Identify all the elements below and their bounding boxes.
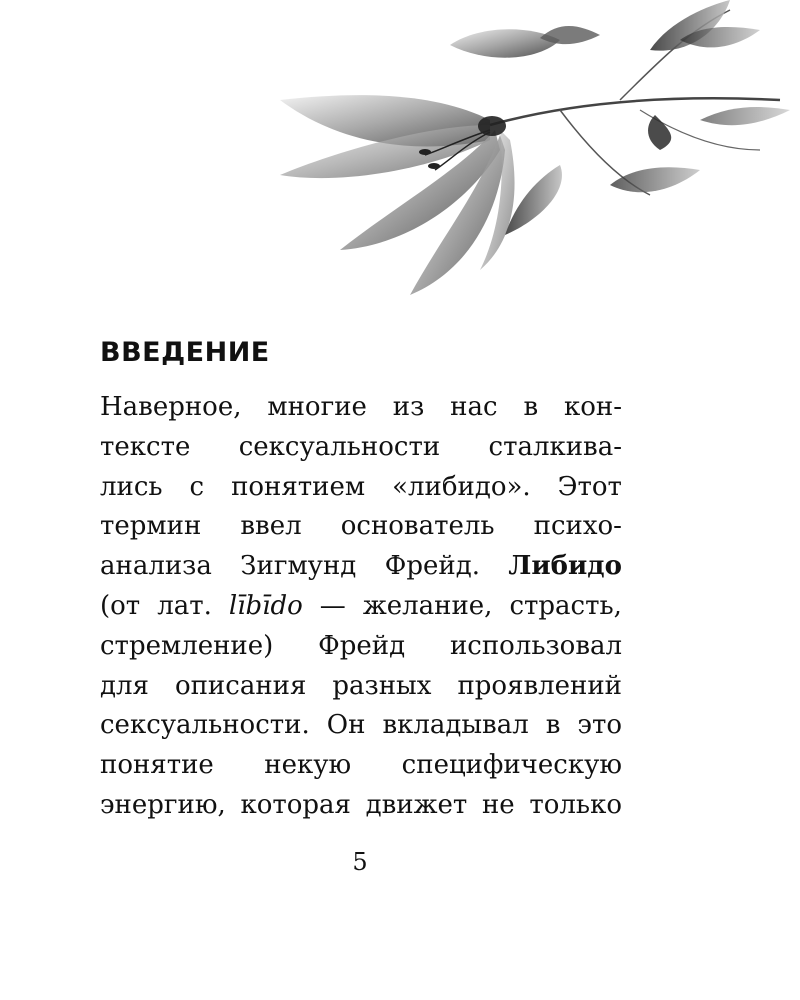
text-line: лись с понятием «либидо». Этот xyxy=(100,471,622,502)
text-line: энергию, которая движет не только xyxy=(100,789,622,820)
text-line: для описания разных проявлений xyxy=(100,670,622,701)
text-line: понятие некую специфическую xyxy=(100,750,622,781)
text-line: термин ввел основатель психо- xyxy=(100,511,622,542)
latin-term: lībīdo xyxy=(228,590,303,621)
page-number: 5 xyxy=(352,848,368,876)
text-line: тексте сексуальности сталкива- xyxy=(100,431,622,462)
section-heading: ВВЕДЕНИЕ xyxy=(100,337,270,368)
text-line: стремление) Фрейд использовал xyxy=(100,630,622,661)
intro-paragraph xyxy=(100,388,622,826)
text-line: сексуальности. Он вкладывал в это xyxy=(100,710,622,741)
lily-flower-illustration xyxy=(260,0,800,310)
text-line: анализа Зигмунд Фрейд. Либидо xyxy=(100,547,622,587)
text-line: Наверное, многие из нас в кон- xyxy=(100,392,622,422)
term-libido: Либидо xyxy=(508,551,622,582)
text-line: (от лат. lībīdo — желание, страсть, xyxy=(100,587,622,627)
